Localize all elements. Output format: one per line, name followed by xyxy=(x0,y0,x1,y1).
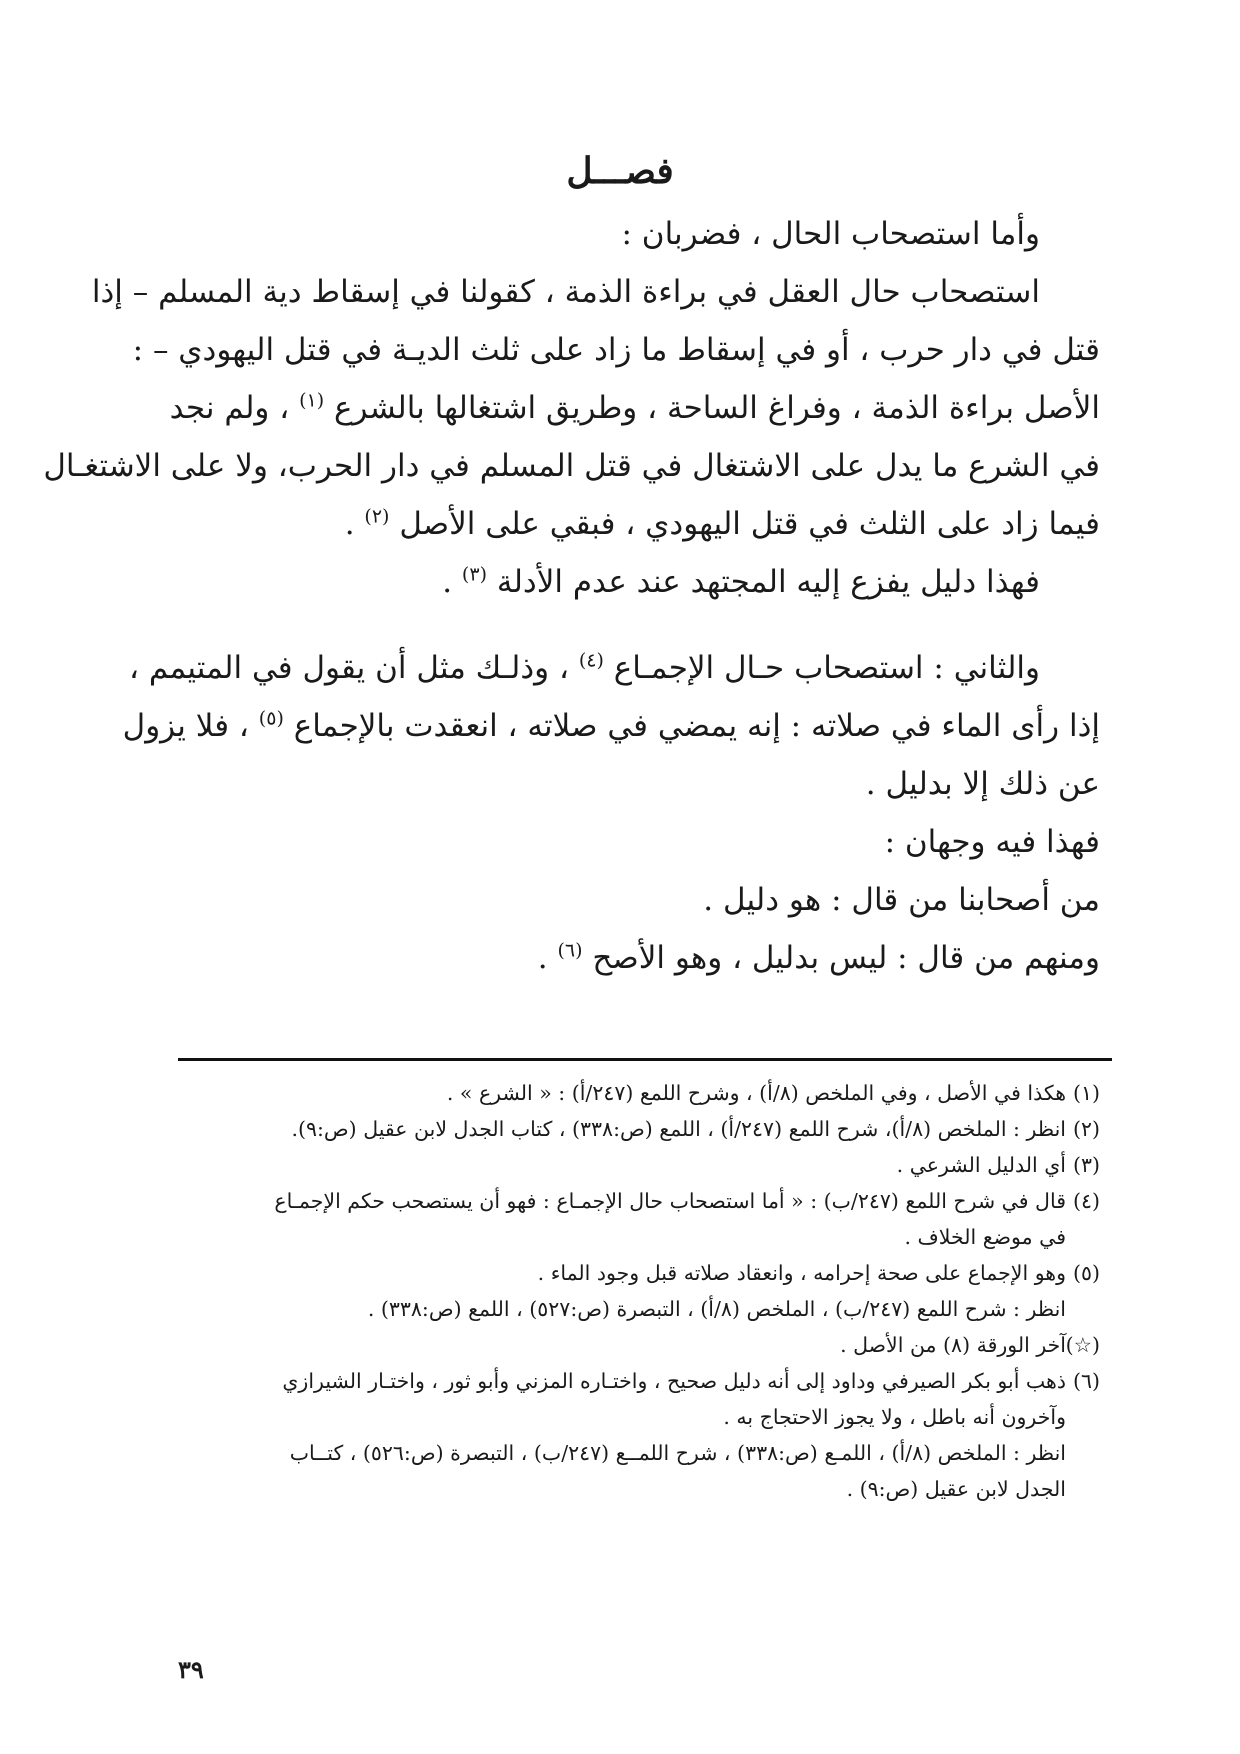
paragraph-text: والثاني : استصحاب حـال الإجمـاع xyxy=(613,650,1040,686)
main-text xyxy=(43,205,1100,987)
footnote-text: ذهب أبو بكر الصيرفي وداود إلى أنه دليل صحيح ، واختـاره المزني وأبو ثور ، واختـار الشيرازي xyxy=(282,1369,1066,1393)
paragraph-line xyxy=(178,929,1100,987)
footnote-mark: (٢) xyxy=(1072,1117,1100,1141)
paragraph-text: . xyxy=(344,506,355,542)
intro-line: وأما استصحاب الحال ، فضربان : xyxy=(621,216,1040,252)
paragraph-gap xyxy=(178,611,1100,639)
paragraph-text: . xyxy=(537,940,548,976)
paragraph-text: إذا رأى الماء في صلاته : إنه يمضي في صلاته ، انعقدت بالإجماع xyxy=(293,708,1100,744)
paragraph-line: استصحاب حال العقل في براءة الذمة ، كقولنا في إسقاط دية المسلم – إذا xyxy=(91,274,1040,310)
paragraph-text: . xyxy=(442,564,453,600)
footnote-mark: (١) xyxy=(1072,1081,1100,1105)
footnote xyxy=(178,1183,1100,1219)
paragraph-line: قتل في دار حرب ، أو في إسقاط ما زاد على ثلث الديـة في قتل اليهودي – : xyxy=(132,332,1100,368)
footnote xyxy=(178,1111,1100,1147)
footnote-continuation: انظر : الملخص (٨/أ) ، اللمـع (ص:٣٣٨) ، شرح اللمــع (٢٤٧/ب) ، التبصرة (ص:٥٢٦) ، كتــاب xyxy=(289,1441,1066,1465)
footnote-ref[interactable]: (٤) xyxy=(578,649,604,672)
footnote-mark: (٦) xyxy=(1072,1369,1100,1393)
footnote xyxy=(178,1255,1100,1291)
paragraph-text: ، فلا يزول xyxy=(122,708,249,744)
footnote-text: أي الدليل الشرعي . xyxy=(896,1153,1066,1177)
footnote-text: قال في شرح اللمع (٢٤٧/ب) : « أما استصحاب حال الإجمـاع : فهو أن يستصحب حكم الإجمـاع xyxy=(274,1189,1066,1213)
paragraph-line: فهذا فيه وجهان : xyxy=(884,824,1100,860)
page-number: ٣٩ xyxy=(178,1655,204,1684)
footnote-mark: (☆) xyxy=(1065,1333,1100,1357)
paragraph-text: ومنهم من قال : ليس بدليل ، وهو الأصح xyxy=(592,940,1100,976)
paragraph-line: من أصحابنا من قال : هو دليل . xyxy=(703,882,1100,918)
paragraph-line xyxy=(178,495,1100,553)
footnote-continuation: الجدل لابن عقيل (ص:٩) . xyxy=(846,1477,1066,1501)
footnote xyxy=(178,1363,1100,1399)
footnote xyxy=(178,1147,1100,1183)
paragraph-line xyxy=(178,553,1100,611)
paragraph-text: فهذا دليل يفزع إليه المجتهد عند عدم الأدلة xyxy=(496,564,1040,600)
footnote-ref[interactable]: (٦) xyxy=(557,939,583,962)
footnote-continuation: انظر : شرح اللمع (٢٤٧/ب) ، الملخص (٨/أ) ، التبصرة (ص:٥٢٧) ، اللمع (ص:٣٣٨) . xyxy=(367,1297,1066,1321)
paragraph-text: الأصل براءة الذمة ، وفراغ الساحة ، وطريق اشتغالها بالشرع xyxy=(334,390,1100,426)
footnote-mark: (٣) xyxy=(1072,1153,1100,1177)
footnote-continuation: في موضع الخلاف . xyxy=(904,1225,1066,1249)
paragraph-line xyxy=(169,379,1100,437)
paragraph-text: فيما زاد على الثلث في قتل اليهودي ، فبقي على الأصل xyxy=(399,506,1100,542)
footnote-text: انظر : الملخص (٨/أ)، شرح اللمع (٢٤٧/أ) ، اللمع (ص:٣٣٨) ، كتاب الجدل لابن عقيل (ص:٩). xyxy=(291,1117,1066,1141)
footnotes xyxy=(178,1075,1100,1507)
footnote-continuation: وآخرون أنه باطل ، ولا يجوز الاحتجاج به . xyxy=(723,1405,1066,1429)
footnote-divider xyxy=(178,1058,1112,1061)
footnote-mark: (٤) xyxy=(1072,1189,1100,1213)
footnote-text: آخر الورقة (٨) من الأصل . xyxy=(840,1333,1066,1357)
paragraph-line: عن ذلك إلا بدليل . xyxy=(865,766,1100,802)
footnote-ref[interactable]: (١) xyxy=(299,389,325,412)
section-title: فصـــل xyxy=(566,150,674,192)
paragraph-line: في الشرع ما يدل على الاشتغال في قتل المسلم في دار الحرب، ولا على الاشتغـال xyxy=(43,448,1100,484)
footnote xyxy=(178,1075,1100,1111)
footnote-ref[interactable]: (٣) xyxy=(461,563,487,586)
footnote xyxy=(178,1327,1100,1363)
footnote-text: وهو الإجماع على صحة إحرامه ، وانعقاد صلاته قبل وجود الماء . xyxy=(537,1261,1066,1285)
paragraph-line xyxy=(122,697,1100,755)
footnote-mark: (٥) xyxy=(1072,1261,1100,1285)
paragraph-text: ، ولم نجد xyxy=(169,390,290,426)
footnote-text: هكذا في الأصل ، وفي الملخص (٨/أ) ، وشرح اللمع (٢٤٧/أ) : « الشرع » . xyxy=(446,1081,1066,1105)
paragraph-line xyxy=(128,639,1100,697)
footnote-ref[interactable]: (٢) xyxy=(364,505,390,528)
paragraph-text: ، وذلـك مثل أن يقول في المتيمم ، xyxy=(128,650,569,686)
footnote-ref[interactable]: (٥) xyxy=(258,707,284,730)
